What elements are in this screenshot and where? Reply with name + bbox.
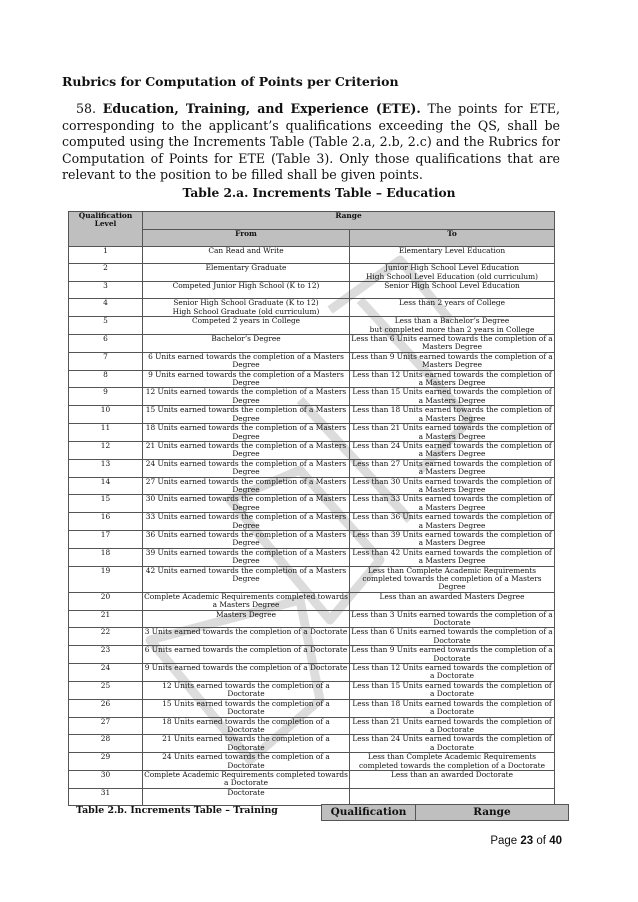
level-cell: 23 bbox=[69, 646, 143, 664]
from-cell: 18 Units earned towards the completion of a Masters Degree bbox=[143, 424, 350, 442]
page-footer bbox=[490, 835, 562, 847]
table-2b-qualification-header: Qualification bbox=[322, 805, 416, 820]
from-cell: 18 Units earned towards the completion of a Doctorate bbox=[143, 717, 350, 735]
from-cell: 30 Units earned towards the completion of a Masters Degree bbox=[143, 495, 350, 513]
table-row bbox=[69, 592, 555, 610]
to-cell: Less than 12 Units earned towards the completion of a Doctorate bbox=[350, 664, 555, 682]
level-cell: 26 bbox=[69, 699, 143, 717]
table-row bbox=[69, 717, 555, 735]
from-cell: 21 Units earned towards the completion of a Masters Degree bbox=[143, 441, 350, 459]
from-cell: Masters Degree bbox=[143, 610, 350, 628]
to-cell: Less than 30 Units earned towards the completion of a Masters Degree bbox=[350, 477, 555, 495]
table-row bbox=[69, 424, 555, 442]
from-cell: 6 Units earned towards the completion of a Doctorate bbox=[143, 646, 350, 664]
to-cell: Elementary Level Education bbox=[350, 247, 555, 264]
table-row bbox=[69, 370, 555, 388]
from-cell: 39 Units earned towards the completion of a Masters Degree bbox=[143, 548, 350, 566]
level-cell: 31 bbox=[69, 788, 143, 805]
table-row bbox=[69, 335, 555, 353]
table-row bbox=[69, 699, 555, 717]
to-cell: Less than 33 Units earned towards the completion of a Masters Degree bbox=[350, 495, 555, 513]
from-cell: 3 Units earned towards the completion of a Doctorate bbox=[143, 628, 350, 646]
level-cell: 6 bbox=[69, 335, 143, 353]
range-header: Range bbox=[143, 212, 555, 230]
to-cell: Less than 39 Units earned towards the completion of a Masters Degree bbox=[350, 530, 555, 548]
table-row bbox=[69, 264, 555, 282]
table-row bbox=[69, 770, 555, 788]
from-cell: 24 Units earned towards the completion of a Doctorate bbox=[143, 753, 350, 771]
qualification-level-header: Qualification Level bbox=[69, 212, 143, 247]
table-row bbox=[69, 477, 555, 495]
to-cell: Less than 2 years of College bbox=[350, 299, 555, 317]
to-cell: Less than a Bachelor’s Degree but completed more than 2 years in College bbox=[350, 317, 555, 335]
page-label: Page bbox=[490, 835, 518, 847]
from-cell: Competed 2 years in College bbox=[143, 317, 350, 335]
page-current: 23 bbox=[520, 835, 534, 847]
from-cell: 36 Units earned towards the completion of a Masters Degree bbox=[143, 530, 350, 548]
level-cell: 13 bbox=[69, 459, 143, 477]
level-cell: 2 bbox=[69, 264, 143, 282]
from-cell: 27 Units earned towards the completion of a Masters Degree bbox=[143, 477, 350, 495]
paragraph-bold-lead: Education, Training, and Experience (ETE). bbox=[102, 101, 421, 116]
table-2a-title: Table 2.a. Increments Table – Education bbox=[182, 186, 456, 200]
section-heading: Rubrics for Computation of Points per Criterion bbox=[62, 74, 399, 89]
to-cell: Less than 15 Units earned towards the completion of a Doctorate bbox=[350, 681, 555, 699]
to-cell: Less than 24 Units earned towards the completion of a Doctorate bbox=[350, 735, 555, 753]
level-cell: 10 bbox=[69, 406, 143, 424]
to-cell: Less than an awarded Doctorate bbox=[350, 770, 555, 788]
to-cell: Less than 21 Units earned towards the completion of a Masters Degree bbox=[350, 424, 555, 442]
table-row bbox=[69, 247, 555, 264]
to-header: To bbox=[350, 230, 555, 247]
to-cell: Less than 42 Units earned towards the completion of a Masters Degree bbox=[350, 548, 555, 566]
table-row bbox=[69, 753, 555, 771]
table-row bbox=[69, 530, 555, 548]
level-cell: 16 bbox=[69, 513, 143, 531]
to-cell: Less than 9 Units earned towards the completion of a Masters Degree bbox=[351, 352, 553, 370]
to-cell bbox=[350, 788, 555, 805]
to-cell: Junior High School Level Education High School Level Education (old curriculum) bbox=[350, 264, 555, 282]
table-row bbox=[69, 735, 555, 753]
level-cell: 17 bbox=[69, 530, 143, 548]
table-row bbox=[69, 459, 555, 477]
to-cell: Less than an awarded Masters Degree bbox=[350, 592, 555, 610]
level-cell: 29 bbox=[69, 753, 143, 771]
from-cell: Bachelor’s Degree bbox=[143, 335, 350, 353]
from-cell: 33 Units earned towards the completion of a Masters Degree bbox=[143, 513, 350, 531]
table-row bbox=[69, 610, 555, 628]
table-row bbox=[69, 646, 555, 664]
level-cell: 11 bbox=[69, 424, 143, 442]
paragraph-number: 58. bbox=[76, 101, 97, 116]
from-cell: 9 Units earned towards the completion of a Doctorate bbox=[143, 664, 350, 682]
to-cell: Less than 36 Units earned towards the completion of a Masters Degree bbox=[350, 513, 555, 531]
to-cell: Less than 18 Units earned towards the completion of a Doctorate bbox=[350, 699, 555, 717]
page-of: of bbox=[536, 835, 546, 847]
from-cell: Complete Academic Requirements completed towards a Masters Degree bbox=[144, 592, 348, 610]
to-cell: Less than Complete Academic Requirements completed towards the completion of a Doctorate bbox=[350, 753, 555, 771]
level-cell: 24 bbox=[69, 664, 143, 682]
level-cell: 27 bbox=[69, 717, 143, 735]
table-row bbox=[69, 406, 555, 424]
to-cell: Less than 18 Units earned towards the completion of a Masters Degree bbox=[350, 406, 555, 424]
table-row bbox=[69, 664, 555, 682]
to-cell: Less than 21 Units earned towards the completion of a Doctorate bbox=[350, 717, 555, 735]
from-cell: Complete Academic Requirements completed towards a Doctorate bbox=[144, 770, 348, 788]
from-cell: 6 Units earned towards the completion of a Masters Degree bbox=[143, 352, 350, 370]
from-cell: Senior High School Graduate (K to 12) High School Graduate (old curriculum) bbox=[143, 299, 350, 317]
level-cell: 22 bbox=[69, 628, 143, 646]
table-row bbox=[69, 299, 555, 317]
table-row bbox=[69, 788, 555, 805]
from-cell: 15 Units earned towards the completion of a Doctorate bbox=[143, 699, 350, 717]
level-cell: 7 bbox=[69, 352, 143, 370]
from-cell: 12 Units earned towards the completion of a Masters Degree bbox=[143, 388, 350, 406]
to-cell: Less than Complete Academic Requirements completed towards the completion of a Masters Degree bbox=[350, 566, 555, 592]
level-cell: 8 bbox=[69, 370, 143, 388]
table-row bbox=[69, 513, 555, 531]
from-header: From bbox=[143, 230, 350, 247]
table-row bbox=[69, 317, 555, 335]
level-cell: 9 bbox=[69, 388, 143, 406]
to-cell: Less than 3 Units earned towards the completion of a Doctorate bbox=[351, 610, 553, 628]
table-row bbox=[69, 441, 555, 459]
level-cell: 3 bbox=[69, 282, 143, 299]
level-cell: 25 bbox=[69, 681, 143, 699]
table-row bbox=[69, 495, 555, 513]
table-row bbox=[69, 282, 555, 299]
table-row bbox=[69, 548, 555, 566]
from-cell: Elementary Graduate bbox=[143, 264, 350, 282]
table-row bbox=[69, 388, 555, 406]
level-cell: 19 bbox=[69, 566, 143, 592]
table-row bbox=[69, 681, 555, 699]
level-cell: 21 bbox=[69, 610, 143, 628]
level-cell: 28 bbox=[69, 735, 143, 753]
from-cell: Competed Junior High School (K to 12) bbox=[143, 282, 350, 299]
table-2b-range-header: Range bbox=[473, 806, 511, 818]
from-cell: Can Read and Write bbox=[143, 247, 350, 264]
table-2b-title: Table 2.b. Increments Table – Training bbox=[76, 805, 278, 816]
ete-paragraph bbox=[62, 101, 560, 184]
to-cell: Less than 9 Units earned towards the completion of a Doctorate bbox=[351, 645, 553, 663]
level-cell: 4 bbox=[69, 299, 143, 317]
from-cell: 12 Units earned towards the completion of a Doctorate bbox=[143, 681, 350, 699]
level-cell: 18 bbox=[69, 548, 143, 566]
level-cell: 12 bbox=[69, 441, 143, 459]
to-cell: Less than 6 Units earned towards the completion of a Masters Degree bbox=[351, 334, 553, 352]
level-cell: 20 bbox=[69, 592, 143, 610]
education-increments-table bbox=[68, 211, 555, 806]
paragraph-text: The points for ETE, corresponding to the applicant’s qualifications exceeding the QS, shall be computed using the Increments Table (Table 2.a, 2.b, 2.c) and the Rubrics for Computation of Points for ETE (Table 3). Only those qualifications that are relevant to the position to be filled shall be given points. bbox=[62, 101, 560, 183]
from-cell: 15 Units earned towards the completion of a Masters Degree bbox=[143, 406, 350, 424]
to-cell: Less than 15 Units earned towards the completion of a Masters Degree bbox=[350, 388, 555, 406]
page-total: 40 bbox=[549, 835, 562, 847]
table-2b-header bbox=[321, 804, 569, 821]
from-cell: 24 Units earned towards the completion of a Masters Degree bbox=[143, 459, 350, 477]
level-cell: 1 bbox=[69, 247, 143, 264]
table-row bbox=[69, 566, 555, 592]
from-cell: Doctorate bbox=[143, 788, 350, 805]
to-cell: Senior High School Level Education bbox=[350, 282, 555, 299]
table-body bbox=[69, 247, 555, 806]
table-row bbox=[69, 352, 555, 370]
from-cell: 42 Units earned towards the completion of a Masters Degree bbox=[143, 566, 350, 592]
level-cell: 14 bbox=[69, 477, 143, 495]
from-cell: 9 Units earned towards the completion of a Masters Degree bbox=[143, 370, 350, 388]
to-cell: Less than 12 Units earned towards the completion of a Masters Degree bbox=[350, 370, 555, 388]
from-cell: 21 Units earned towards the completion of a Doctorate bbox=[143, 735, 350, 753]
level-cell: 5 bbox=[69, 317, 143, 335]
to-cell: Less than 24 Units earned towards the completion of a Masters Degree bbox=[350, 441, 555, 459]
level-cell: 15 bbox=[69, 495, 143, 513]
level-cell: 30 bbox=[69, 770, 143, 788]
table-row bbox=[69, 628, 555, 646]
to-cell: Less than 6 Units earned towards the completion of a Doctorate bbox=[351, 627, 553, 645]
to-cell: Less than 27 Units earned towards the completion of a Masters Degree bbox=[350, 459, 555, 477]
